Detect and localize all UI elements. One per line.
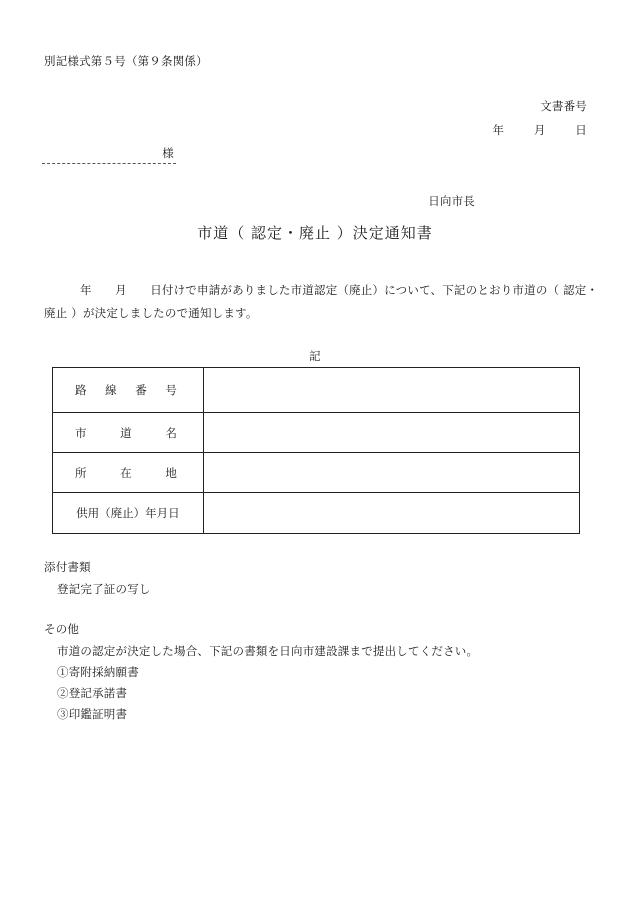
label-char: 所: [75, 465, 87, 480]
label-char: 市: [75, 425, 87, 440]
document-number-label: 文書番号: [540, 99, 587, 113]
attachments-heading: 添付書類: [44, 560, 91, 574]
table-row: [53, 368, 580, 413]
form-number: 別記様式第５号（第９条関係）: [44, 54, 208, 68]
record-table: [52, 367, 580, 534]
date-line: [492, 122, 587, 138]
label-char: 番: [135, 383, 147, 397]
road-name-value: [203, 413, 579, 453]
location-value: [203, 453, 579, 493]
label-char: 線: [105, 383, 117, 397]
label-char: 在: [120, 465, 132, 480]
date-day: 日: [575, 123, 587, 137]
list-item: ③印鑑証明書: [57, 707, 128, 721]
table-row: [53, 453, 580, 493]
date-month: 月: [533, 123, 546, 137]
label-char: 道: [120, 425, 132, 440]
label-char: 号: [165, 383, 177, 397]
label-char: 路: [75, 383, 87, 397]
notice-body-line-1: 年 月 日付けで申請がありました市道認定（廃止）について、下記のとおり市道の（ 認定・: [80, 283, 599, 297]
row-label-route-number: [53, 368, 204, 413]
route-number-value: [203, 368, 579, 413]
ki-heading: 記: [309, 349, 321, 363]
table-row: [53, 413, 580, 453]
row-label-location: [53, 453, 204, 493]
document-title: 市道（ 認定・廃止 ）決定通知書: [197, 224, 433, 242]
list-item: ①寄附採納願書: [57, 665, 139, 679]
label-char: 名: [165, 425, 177, 440]
attachment-item: 登記完了証の写し: [57, 582, 151, 596]
label-text: 供用（廃止）年月日: [76, 506, 180, 520]
date-year: 年: [492, 123, 505, 137]
row-label-service-date: [53, 493, 204, 534]
table-row: [53, 493, 580, 534]
notice-body: [44, 279, 599, 325]
service-date-value: [203, 493, 579, 534]
addressee-field: [42, 145, 176, 164]
other-note: 市道の認定が決定した場合、下記の書類を日向市建設課まで提出してください。: [57, 644, 479, 658]
sender-name: 日向市長: [428, 194, 475, 208]
notice-body-line-2: 廃止 ）が決定しましたので通知します。: [44, 306, 258, 320]
label-char: 地: [165, 465, 177, 480]
other-heading: その他: [44, 622, 80, 636]
list-item: ②登記承諾書: [57, 686, 128, 700]
row-label-road-name: [53, 413, 204, 453]
addressee-suffix: 様: [162, 146, 174, 160]
